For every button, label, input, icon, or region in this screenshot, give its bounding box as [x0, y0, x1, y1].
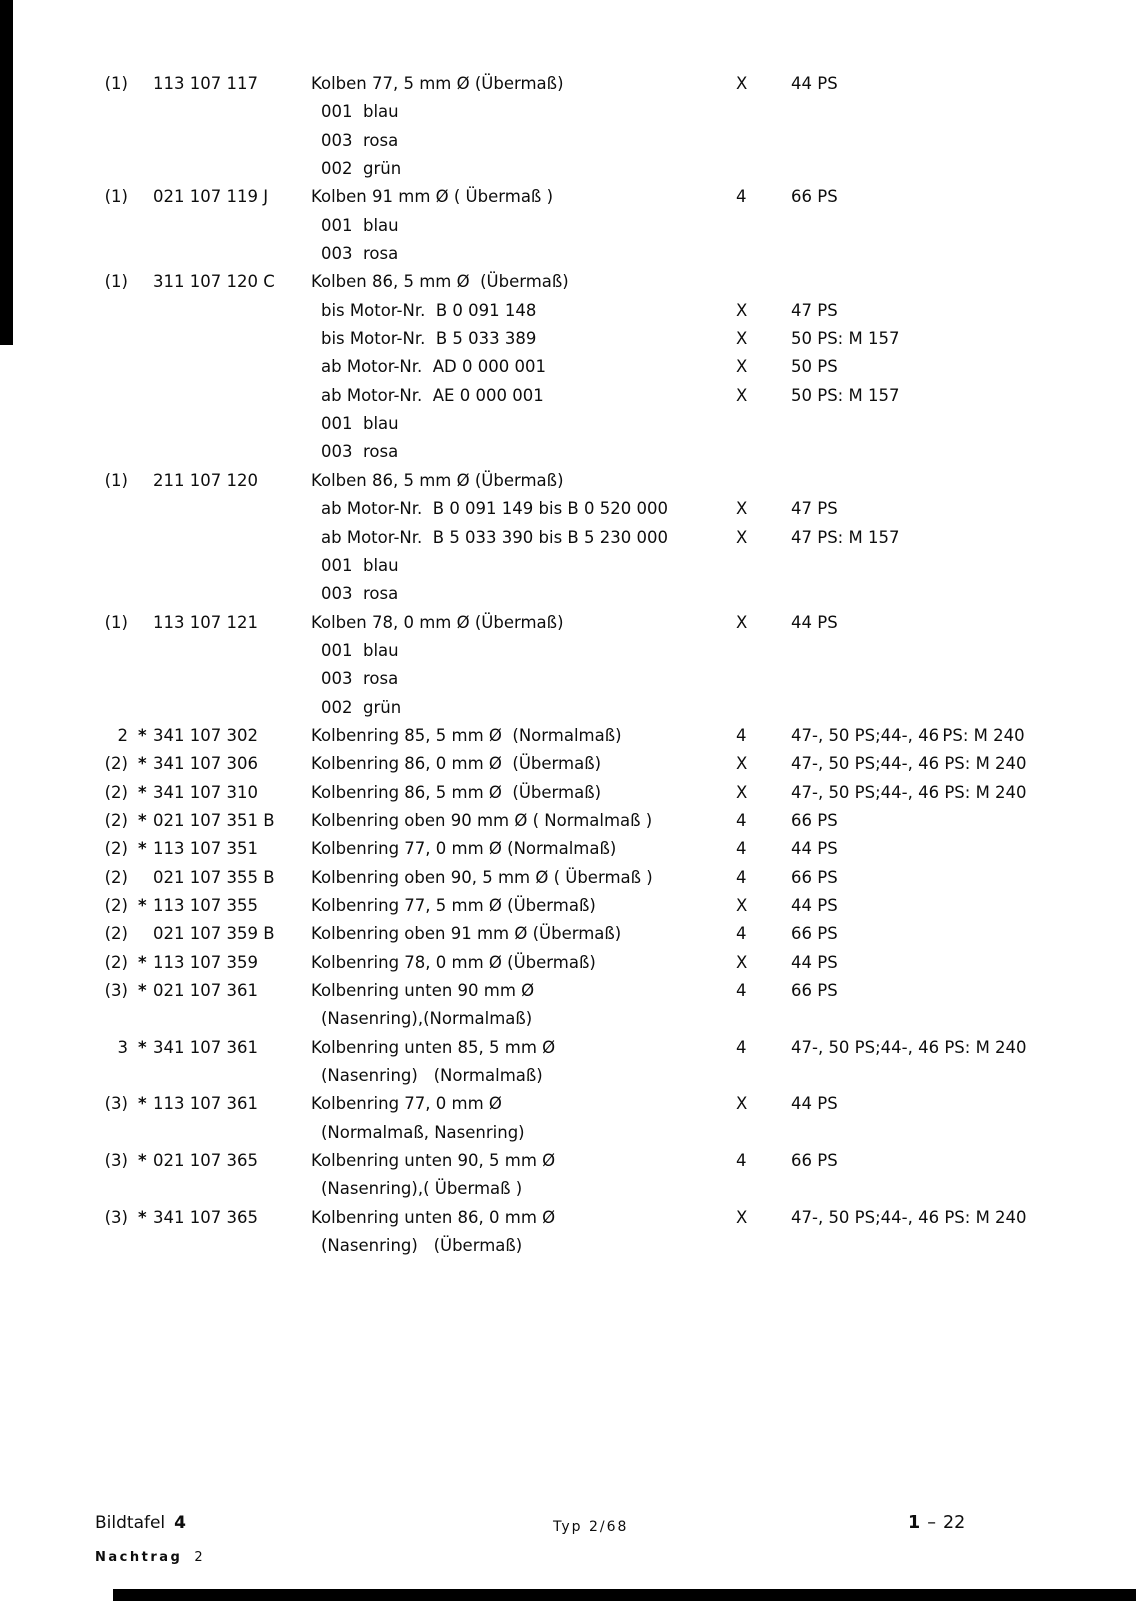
item-number-cell: (3) [104, 981, 128, 1000]
table-row [0, 1147, 1136, 1175]
table-row [0, 779, 1136, 807]
table-row [0, 127, 1136, 155]
engine-spec-cell: 66 PS [791, 1151, 838, 1171]
description-cell: Kolbenring unten 85, 5 mm Ø [311, 1037, 556, 1057]
quantity-cell: 4 [736, 1037, 747, 1057]
description-cell: Kolbenring 77, 5 mm Ø (Übermaß) [311, 895, 596, 915]
quantity-cell: 4 [736, 839, 747, 859]
engine-spec-cell: 47-, 50 PS;44-, 46 PS: M 240 [791, 1037, 1027, 1057]
bildtafel-number: 4 [174, 1513, 186, 1533]
description-cell: Kolbenring 86, 5 mm Ø (Übermaß) [311, 782, 602, 802]
table-row [0, 977, 1136, 1005]
description-cell: (Nasenring),( Übermaß ) [321, 1179, 523, 1199]
part-number-cell: 113 107 359 [153, 952, 258, 972]
item-number-cell: (3) [104, 1151, 128, 1171]
quantity-cell: X [736, 74, 748, 93]
description-cell: Kolbenring oben 91 mm Ø (Übermaß) [311, 924, 622, 944]
item-number-cell: (2) [104, 839, 128, 859]
quantity-cell: X [736, 527, 748, 547]
table-row [0, 637, 1136, 665]
quantity-cell: 4 [736, 924, 747, 944]
description-cell: Kolbenring unten 90, 5 mm Ø [311, 1151, 556, 1171]
table-row [0, 750, 1136, 778]
description-cell: 001 blau [321, 215, 399, 235]
description-cell: Kolbenring 77, 0 mm Ø [311, 1094, 502, 1114]
description-cell: ab Motor-Nr. AD 0 000 001 [321, 357, 546, 377]
table-row [0, 212, 1136, 240]
part-number-cell: 113 107 361 [153, 1094, 258, 1114]
engine-spec-cell: 50 PS: M 157 [791, 385, 900, 405]
quantity-cell: 4 [736, 725, 747, 745]
table-row [0, 382, 1136, 410]
description-cell: bis Motor-Nr. B 5 033 389 [321, 329, 537, 349]
quantity-cell: X [736, 357, 748, 377]
part-number-cell: 021 107 355 B [153, 867, 275, 887]
quantity-cell: X [736, 1094, 748, 1114]
table-row [0, 325, 1136, 353]
item-number-cell: (1) [104, 470, 128, 490]
item-number-cell: (2) [104, 754, 128, 774]
description-cell: 002 grün [321, 697, 402, 717]
description-cell: (Nasenring),(Normalmaß) [321, 1009, 533, 1029]
part-number-cell: 021 107 351 B [153, 810, 275, 830]
table-row [0, 1005, 1136, 1033]
description-cell: bis Motor-Nr. B 0 091 148 [321, 300, 537, 320]
asterisk-marker: * [138, 1094, 147, 1114]
description-cell: 003 rosa [321, 244, 399, 264]
table-row [0, 297, 1136, 325]
engine-spec-cell: 47-, 50 PS;44-, 46 PS: M 240 [791, 725, 1025, 745]
description-cell: (Nasenring) (Normalmaß) [321, 1066, 543, 1086]
footer-typ-label: Typ 2/68 [553, 1519, 629, 1535]
table-row [0, 1034, 1136, 1062]
part-number-cell: 113 107 121 [153, 612, 258, 632]
description-cell: 001 blau [321, 640, 399, 660]
item-number-cell: (2) [104, 924, 128, 944]
item-number-cell: (2) [104, 895, 128, 915]
page-number-left: 1 [908, 1513, 921, 1533]
table-row [0, 552, 1136, 580]
description-cell: 002 grün [321, 159, 402, 179]
quantity-cell: X [736, 952, 748, 972]
table-row [0, 98, 1136, 126]
table-row [0, 410, 1136, 438]
description-cell: 003 rosa [321, 584, 399, 604]
part-number-cell: 211 107 120 [153, 470, 258, 490]
item-number-cell: (1) [104, 74, 128, 93]
item-number-cell: (2) [104, 952, 128, 972]
table-row [0, 609, 1136, 637]
engine-spec-cell: 50 PS [791, 357, 838, 377]
description-cell: Kolben 86, 5 mm Ø (Übermaß) [311, 470, 564, 490]
engine-spec-cell: 50 PS: M 157 [791, 329, 900, 349]
description-cell: Kolbenring 86, 0 mm Ø (Übermaß) [311, 754, 602, 774]
table-row [0, 580, 1136, 608]
table-row [0, 807, 1136, 835]
description-cell: ab Motor-Nr. B 0 091 149 bis B 0 520 000 [321, 499, 668, 519]
part-number-cell: 113 107 355 [153, 895, 258, 915]
engine-spec-cell: 47 PS [791, 499, 838, 519]
table-row [0, 1090, 1136, 1118]
part-number-cell: 113 107 351 [153, 839, 258, 859]
asterisk-marker: * [138, 725, 147, 745]
asterisk-marker: * [138, 810, 147, 830]
footer-bildtafel [95, 1513, 186, 1533]
part-number-cell: 021 107 359 B [153, 924, 275, 944]
engine-spec-cell: 44 PS [791, 74, 838, 93]
engine-spec-cell: 47-, 50 PS;44-, 46 PS: M 240 [791, 1207, 1027, 1227]
item-number-cell: 3 [117, 1037, 128, 1057]
table-row [0, 495, 1136, 523]
asterisk-marker: * [138, 1207, 147, 1227]
part-number-cell: 113 107 117 [153, 74, 258, 93]
table-row [0, 70, 1136, 98]
part-number-cell: 311 107 120 C [153, 272, 275, 292]
description-cell: Kolbenring 78, 0 mm Ø (Übermaß) [311, 952, 596, 972]
table-row [0, 240, 1136, 268]
nachtrag-number: 2 [194, 1550, 203, 1565]
description-cell: 001 blau [321, 102, 399, 122]
description-cell: 003 rosa [321, 442, 399, 462]
part-number-cell: 341 107 365 [153, 1207, 258, 1227]
description-cell: Kolben 78, 0 mm Ø (Übermaß) [311, 612, 564, 632]
footer-page-number [908, 1513, 965, 1533]
quantity-cell: 4 [736, 810, 747, 830]
table-row [0, 1062, 1136, 1090]
table-row [0, 268, 1136, 296]
quantity-cell: X [736, 754, 748, 774]
engine-spec-cell: 66 PS [791, 924, 838, 944]
engine-spec-cell: 47 PS: M 157 [791, 527, 900, 547]
table-row [0, 1232, 1136, 1260]
asterisk-marker: * [138, 839, 147, 859]
table-row [0, 438, 1136, 466]
asterisk-marker: * [138, 782, 147, 802]
description-cell: Kolbenring oben 90 mm Ø ( Normalmaß ) [311, 810, 653, 830]
asterisk-marker: * [138, 1037, 147, 1057]
quantity-cell: X [736, 782, 748, 802]
scan-border-bottom-artifact [113, 1589, 1136, 1601]
asterisk-marker: * [138, 895, 147, 915]
description-cell: Kolbenring unten 86, 0 mm Ø [311, 1207, 556, 1227]
description-cell: Kolbenring unten 90 mm Ø [311, 981, 535, 1000]
description-cell: (Nasenring) (Übermaß) [321, 1236, 523, 1256]
quantity-cell: 4 [736, 867, 747, 887]
table-row [0, 949, 1136, 977]
part-number-cell: 341 107 310 [153, 782, 258, 802]
quantity-cell: X [736, 1207, 748, 1227]
engine-spec-cell: 66 PS [791, 981, 838, 1000]
table-row [0, 1204, 1136, 1232]
item-number-cell: (2) [104, 782, 128, 802]
item-number-cell: (1) [104, 272, 128, 292]
part-number-cell: 341 107 306 [153, 754, 258, 774]
description-cell: ab Motor-Nr. B 5 033 390 bis B 5 230 000 [321, 527, 668, 547]
table-row [0, 835, 1136, 863]
description-cell: Kolben 91 mm Ø ( Übermaß ) [311, 187, 554, 207]
description-cell: 003 rosa [321, 669, 399, 689]
description-cell: Kolbenring oben 90, 5 mm Ø ( Übermaß ) [311, 867, 653, 887]
table-row [0, 694, 1136, 722]
footer-nachtrag [95, 1550, 203, 1565]
table-row [0, 524, 1136, 552]
asterisk-marker: * [138, 952, 147, 972]
description-cell: 001 blau [321, 414, 399, 434]
item-number-cell: (2) [104, 810, 128, 830]
nachtrag-label: Nachtrag [95, 1550, 183, 1565]
quantity-cell: 4 [736, 981, 747, 1000]
engine-spec-cell: 44 PS [791, 612, 838, 632]
asterisk-marker: * [138, 754, 147, 774]
item-number-cell: (2) [104, 867, 128, 887]
item-number-cell: 2 [117, 725, 128, 745]
engine-spec-cell: 44 PS [791, 1094, 838, 1114]
item-number-cell: (3) [104, 1094, 128, 1114]
table-row [0, 864, 1136, 892]
table-row [0, 722, 1136, 750]
description-cell: ab Motor-Nr. AE 0 000 001 [321, 385, 544, 405]
engine-spec-cell: 47 PS [791, 300, 838, 320]
description-cell: 003 rosa [321, 130, 399, 150]
item-number-cell: (1) [104, 612, 128, 632]
quantity-cell: X [736, 300, 748, 320]
table-row [0, 1175, 1136, 1203]
part-number-cell: 021 107 365 [153, 1151, 258, 1171]
part-number-cell: 021 107 119 J [153, 187, 269, 207]
engine-spec-cell: 66 PS [791, 810, 838, 830]
parts-table [0, 70, 1136, 1260]
engine-spec-cell: 44 PS [791, 952, 838, 972]
item-number-cell: (3) [104, 1207, 128, 1227]
engine-spec-cell: 47-, 50 PS;44-, 46 PS: M 240 [791, 754, 1027, 774]
part-number-cell: 341 107 361 [153, 1037, 258, 1057]
item-number-cell: (1) [104, 187, 128, 207]
quantity-cell: X [736, 329, 748, 349]
engine-spec-cell: 44 PS [791, 839, 838, 859]
quantity-cell: 4 [736, 1151, 747, 1171]
quantity-cell: X [736, 499, 748, 519]
part-number-cell: 021 107 361 [153, 981, 258, 1000]
table-row [0, 183, 1136, 211]
engine-spec-cell: 44 PS [791, 895, 838, 915]
engine-spec-cell: 47-, 50 PS;44-, 46 PS: M 240 [791, 782, 1027, 802]
description-cell: 001 blau [321, 555, 399, 575]
description-cell: Kolbenring 85, 5 mm Ø (Normalmaß) [311, 725, 622, 745]
table-row [0, 155, 1136, 183]
description-cell: Kolben 86, 5 mm Ø (Übermaß) [311, 272, 569, 292]
table-row [0, 467, 1136, 495]
description-cell: Kolben 77, 5 mm Ø (Übermaß) [311, 74, 564, 93]
table-row [0, 920, 1136, 948]
page-number-dash: – [927, 1513, 936, 1533]
table-row [0, 353, 1136, 381]
bildtafel-label: Bildtafel [95, 1513, 166, 1533]
table-row [0, 1119, 1136, 1147]
table-row [0, 892, 1136, 920]
quantity-cell: X [736, 385, 748, 405]
asterisk-marker: * [138, 1151, 147, 1171]
description-cell: (Normalmaß, Nasenring) [321, 1122, 525, 1142]
page-number-right: 22 [942, 1513, 966, 1533]
quantity-cell: X [736, 895, 748, 915]
part-number-cell: 341 107 302 [153, 725, 258, 745]
asterisk-marker: * [138, 981, 147, 1000]
quantity-cell: X [736, 612, 748, 632]
engine-spec-cell: 66 PS [791, 187, 838, 207]
table-row [0, 665, 1136, 693]
quantity-cell: 4 [736, 187, 747, 207]
engine-spec-cell: 66 PS [791, 867, 838, 887]
description-cell: Kolbenring 77, 0 mm Ø (Normalmaß) [311, 839, 617, 859]
